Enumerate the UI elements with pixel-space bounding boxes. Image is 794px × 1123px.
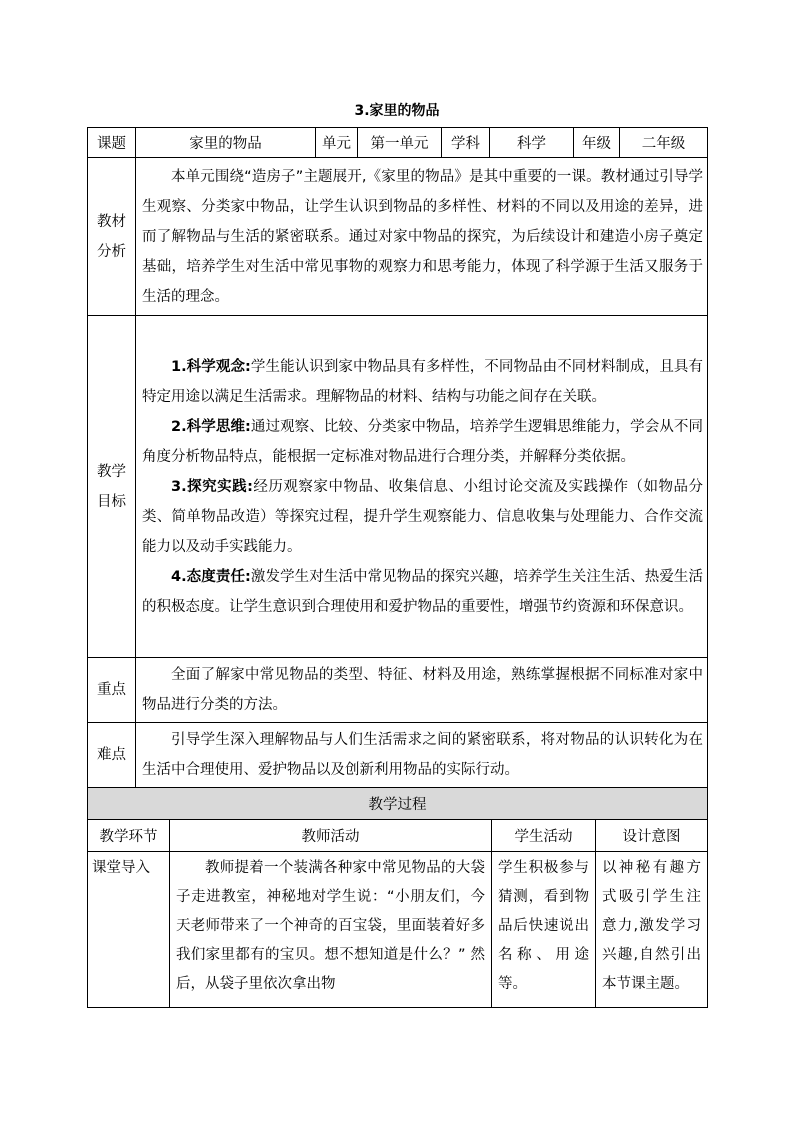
goal-heading: 4.态度责任: bbox=[171, 568, 251, 585]
design-text: 以神秘有趣方式吸引学生注意力,激发学习兴趣,自然引出本节课主题。 bbox=[602, 860, 701, 992]
goals-content bbox=[136, 316, 708, 658]
difficulties-text: 引导学生深入理解物品与人们生活需求之间的紧密联系，将对物品的认识转化为在生活中合理使用、爱护物品以及创新利用物品的实际行动。 bbox=[142, 732, 703, 778]
student-text: 学生积极参与猜测，看到物品后快速说出名称、用途等。 bbox=[498, 860, 589, 992]
analysis-label bbox=[88, 158, 136, 316]
col-design: 设计意图 bbox=[596, 820, 708, 852]
analysis-text: 本单元围绕“造房子”主题展开,《家里的物品》是其中重要的一课。教材通过引导学生观察、分类家中物品，让学生认识到物品的多样性、材料的不同以及用途的差异，进而了解物品与生活的紧密联系。通过对家中物品的探究，为后续设计和建造小房子奠定基础，培养学生对生活中常见事物的观察力和思考能力，体现了科学源于生活又服务于生活的理念。 bbox=[142, 168, 703, 305]
goal-body: 学生能认识到家中物品具有多样性，不同物品由不同材料制成，且具有特定用途以满足生活需求。理解物品的材料、结构与功能之间存在关联。 bbox=[142, 358, 703, 405]
goals-label-line-2: 目标 bbox=[97, 493, 126, 510]
analysis-content bbox=[136, 158, 708, 316]
col-stage: 教学环节 bbox=[88, 820, 170, 852]
goals-row bbox=[88, 316, 708, 658]
analysis-label-line-1: 教材 bbox=[97, 213, 126, 230]
key-points-label: 重点 bbox=[88, 658, 136, 723]
process-heading-row bbox=[88, 788, 708, 820]
process-header-row bbox=[88, 820, 708, 852]
difficulties-content bbox=[136, 723, 708, 788]
col-student: 学生活动 bbox=[492, 820, 596, 852]
grade-value: 二年级 bbox=[620, 128, 708, 158]
key-points-content bbox=[136, 658, 708, 723]
difficulties-row bbox=[88, 723, 708, 788]
grade-label: 年级 bbox=[574, 128, 620, 158]
analysis-row bbox=[88, 158, 708, 316]
design-cell bbox=[596, 852, 708, 1008]
page-title: 3.家里的物品 bbox=[354, 103, 440, 119]
goals-label bbox=[88, 316, 136, 658]
teacher-text: 教师提着一个装满各种家中常见物品的大袋子走进教室，神秘地对学生说：“小朋友们，今天老师带来了一个神奇的百宝袋，里面装着好多我们家里都有的宝贝。想不想知道是什么？” 然后，从袋子里依次拿出物 bbox=[176, 860, 485, 992]
goal-item bbox=[142, 352, 703, 412]
lesson-info-table bbox=[87, 127, 708, 788]
teacher-cell bbox=[170, 852, 492, 1008]
goal-body: 通过观察、比较、分类家中物品，培养学生逻辑思维能力，学会从不同角度分析物品特点，能根据一定标准对物品进行合理分类，并解释分类依据。 bbox=[142, 418, 703, 465]
key-points-text: 全面了解家中常见物品的类型、特征、材料及用途，熟练掌握根据不同标准对家中物品进行分类的方法。 bbox=[142, 667, 703, 713]
header-row bbox=[88, 128, 708, 158]
unit-label: 单元 bbox=[316, 128, 358, 158]
process-heading: 教学过程 bbox=[88, 788, 708, 820]
student-cell bbox=[492, 852, 596, 1008]
topic-value: 家里的物品 bbox=[136, 128, 316, 158]
col-teacher: 教师活动 bbox=[170, 820, 492, 852]
goal-heading: 3.探究实践: bbox=[171, 478, 253, 495]
goal-heading: 1.科学观念: bbox=[171, 358, 251, 375]
unit-value: 第一单元 bbox=[358, 128, 442, 158]
stage-cell bbox=[88, 852, 170, 1008]
goal-item bbox=[142, 562, 703, 622]
stage-text: 课堂导入 bbox=[92, 860, 150, 876]
key-points-row bbox=[88, 658, 708, 723]
analysis-label-line-2: 分析 bbox=[97, 243, 126, 260]
goals-label-line-1: 教学 bbox=[97, 463, 126, 480]
teaching-process-table bbox=[87, 787, 708, 1008]
goal-heading: 2.科学思维: bbox=[171, 418, 251, 435]
subject-value: 科学 bbox=[490, 128, 574, 158]
subject-label: 学科 bbox=[442, 128, 490, 158]
goal-body: 经历观察家中物品、收集信息、小组讨论交流及实践操作（如物品分类、简单物品改造）等探究过程，提升学生观察能力、信息收集与处理能力、合作交流能力以及动手实践能力。 bbox=[142, 478, 703, 555]
goal-body: 激发学生对生活中常见物品的探究兴趣，培养学生关注生活、热爱生活的积极态度。让学生意识到合理使用和爱护物品的重要性，增强节约资源和环保意识。 bbox=[142, 568, 703, 615]
process-row bbox=[88, 852, 708, 1008]
goal-item bbox=[142, 472, 703, 562]
topic-label: 课题 bbox=[88, 128, 136, 158]
goal-item bbox=[142, 412, 703, 472]
difficulties-label: 难点 bbox=[88, 723, 136, 788]
